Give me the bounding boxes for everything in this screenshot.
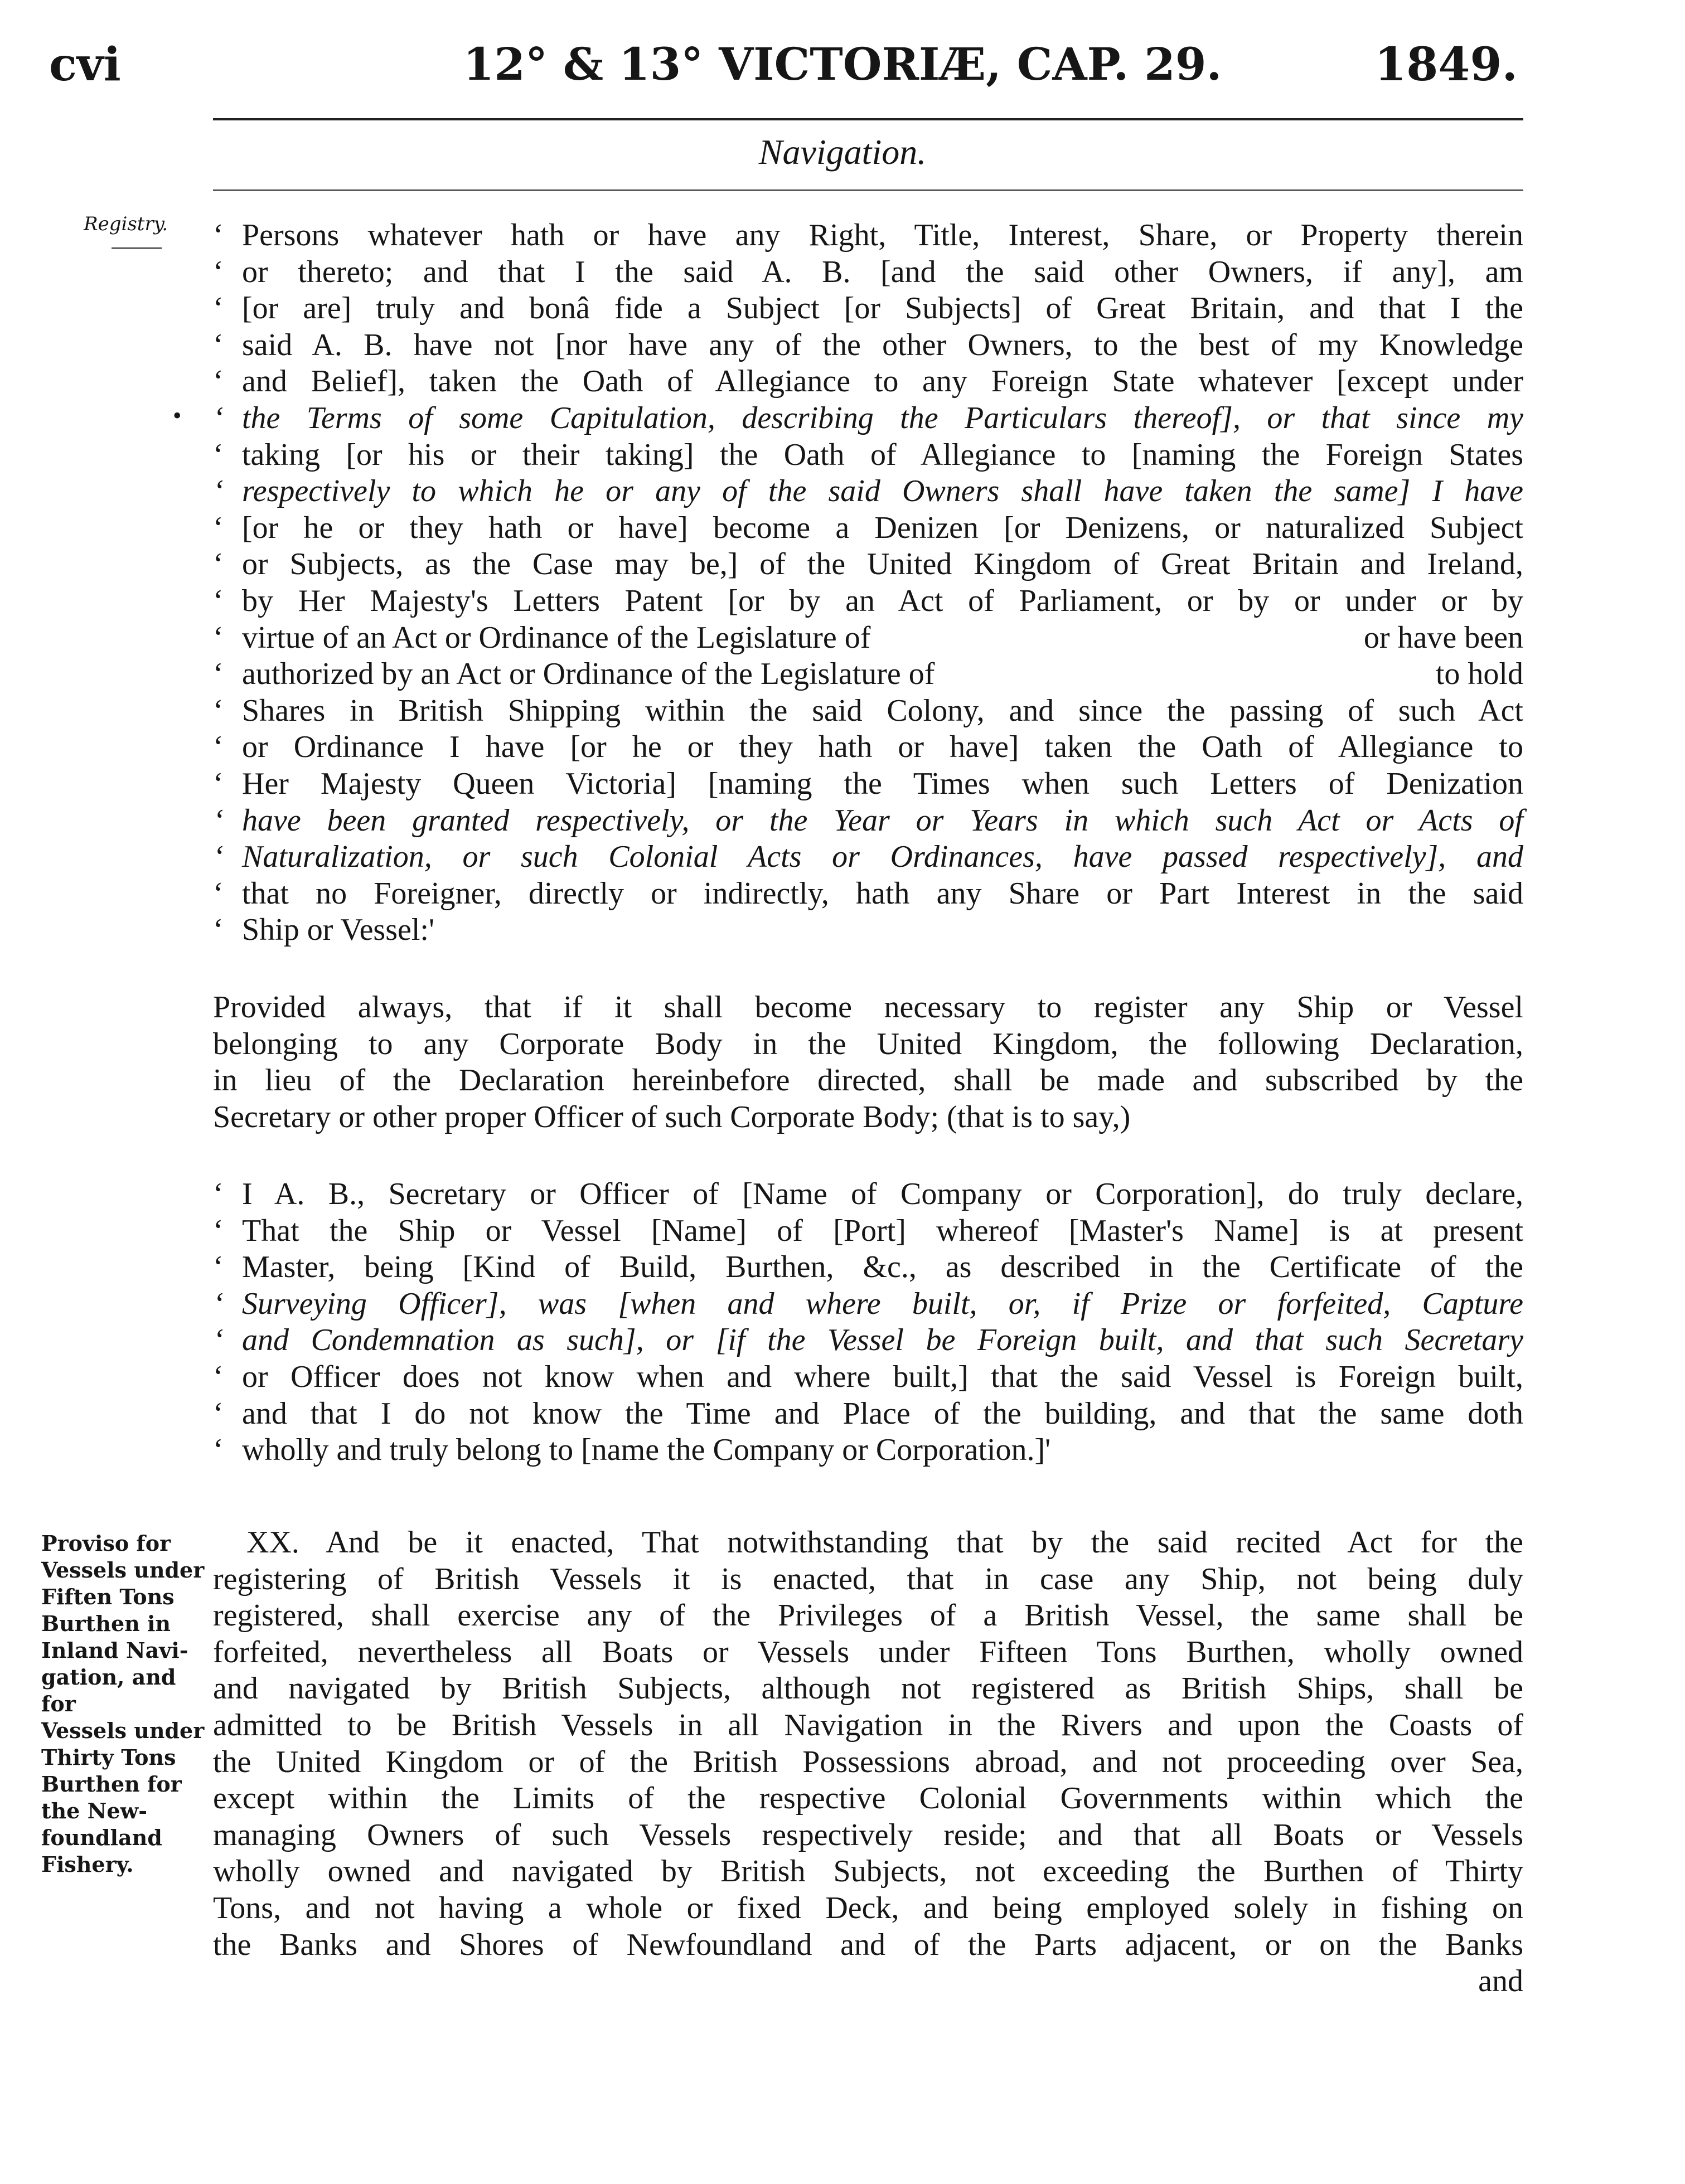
declaration-line: ‘ that no Foreigner, directly or indirectly, hath any Share or Part Interest in the said: [213, 876, 1523, 911]
declaration-line: ‘ Her Majesty Queen Victoria] [naming the Times when such Letters of Denization: [213, 766, 1523, 801]
declaration-line: ‘ That the Ship or Vessel [Name] of [Port] whereof [Master's Name] is at present: [213, 1213, 1523, 1248]
declaration-line: ‘ or Subjects, as the Case may be,] of the United Kingdom of Great Britain and Ireland,: [213, 547, 1523, 582]
declaration-line: ‘ Surveying Officer], was [when and where built, or, if Prize or forfeited, Capture: [213, 1286, 1523, 1321]
declaration-line: ‘ authorized by an Act or Ordinance of the Legislature of to hold: [213, 657, 1523, 692]
margin-note-line: Thirty Tons: [41, 1745, 176, 1770]
declaration-line: ‘ and that I do not know the Time and Place of the building, and that the same doth: [213, 1396, 1523, 1431]
paragraph-line: Provided always, that if it shall become necessary to register any Ship or Vessel: [213, 990, 1523, 1025]
ink-dot: •: [173, 402, 182, 429]
paragraph-line: in lieu of the Declaration hereinbefore directed, shall be made and subscribed by the: [213, 1063, 1523, 1098]
margin-note-line: gation, and for: [41, 1664, 176, 1716]
margin-note-line: Vessels under: [41, 1718, 205, 1743]
paragraph-line: admitted to be British Vessels in all Navigation in the Rivers and upon the Coasts of: [213, 1707, 1523, 1743]
paragraph-line: except within the Limits of the respective Colonial Governments within which the: [213, 1781, 1523, 1816]
declaration-line: ‘ have been granted respectively, or the Year or Years in which such Act or Acts of: [213, 803, 1523, 838]
margin-note-divider: [112, 247, 162, 249]
declaration-line: ‘ Master, being [Kind of Build, Burthen, &c., as described in the Certificate of the: [213, 1250, 1523, 1285]
margin-note-line: the New-: [41, 1798, 147, 1823]
paragraph-line: the Banks and Shores of Newfoundland and of the Parts adjacent, or on the Banks: [213, 1927, 1523, 1962]
declaration-line: ‘ Persons whatever hath or have any Right, Title, Interest, Share, or Property therein: [213, 218, 1523, 253]
margin-note-line: Fiften Tons: [41, 1584, 175, 1609]
margin-note-proviso: [41, 1530, 209, 1878]
declaration-line: ‘ [or are] truly and bonâ fide a Subject [or Subjects] of Great Britain, and that I the: [213, 291, 1523, 326]
declaration-line: ‘ and Condemnation as such], or [if the Vessel be Foreign built, and that such Secretary: [213, 1323, 1523, 1358]
declaration-line: ‘ and Belief], taken the Oath of Allegiance to any Foreign State whatever [except under: [213, 364, 1523, 399]
paragraph-line: belonging to any Corporate Body in the United Kingdom, the following Declaration,: [213, 1026, 1523, 1061]
declaration-line: ‘ I A. B., Secretary or Officer of [Name of Company or Corporation], do truly declare,: [213, 1177, 1523, 1211]
margin-note-registry: Registry.: [84, 213, 168, 235]
declaration-line: ‘ the Terms of some Capitulation, describing the Particulars thereof], or that since my: [213, 400, 1523, 435]
catchword: and: [1478, 1964, 1523, 1999]
margin-note-line: Inland Navi-: [41, 1638, 188, 1663]
declaration-block: [213, 217, 1523, 949]
margin-note-line: Burthen for: [41, 1772, 182, 1797]
page-year: 1849.: [1374, 38, 1518, 91]
declaration-line: ‘ or Ordinance I have [or he or they hath or have] taken the Oath of Allegiance to: [213, 730, 1523, 765]
paragraph-line: registered, shall exercise any of the Privileges of a British Vessel, the same shall be: [213, 1598, 1523, 1633]
declaration-line: ‘ Shares in British Shipping within the said Colony, and since the passing of such Act: [213, 693, 1523, 728]
declaration-line: ‘ taking [or his or their taking] the Oath of Allegiance to [naming the Foreign States: [213, 437, 1523, 472]
header-rule: [213, 118, 1523, 120]
paragraph-line: registering of British Vessels it is enacted, that in case any Ship, not being duly: [213, 1561, 1523, 1596]
paragraph-line: forfeited, nevertheless all Boats or Vessels under Fifteen Tons Burthen, wholly owned: [213, 1634, 1523, 1669]
declaration-line: ‘ [or he or they hath or have] become a Denizen [or Denizens, or naturalized Subject: [213, 510, 1523, 545]
page-folio: cvi: [49, 38, 121, 91]
paragraph-line: Secretary or other proper Officer of such Corporate Body; (that is to say,): [213, 1099, 1131, 1134]
section-title: Navigation.: [758, 132, 927, 172]
margin-note-line: Fishery.: [41, 1852, 134, 1877]
act-title: 12° & 13° VICTORIÆ, CAP. 29.: [463, 38, 1222, 90]
section-rule: [213, 190, 1523, 191]
paragraph-line: and navigated by British Subjects, although not registered as British Ships, shall be: [213, 1671, 1523, 1706]
declaration-line: ‘ said A. B. have not [nor have any of the other Owners, to the best of my Knowledge: [213, 327, 1523, 362]
corporate-declaration: [213, 1176, 1523, 1469]
declaration-line: ‘ or Officer does not know when and where built,] that the said Vessel is Foreign built,: [213, 1359, 1523, 1394]
paragraph-line: XX. And be it enacted, That notwithstanding that by the said recited Act for the: [246, 1525, 1523, 1560]
declaration-line: ‘ respectively to which he or any of the said Owners shall have taken the same] I have: [213, 474, 1523, 509]
declaration-line: ‘ or thereto; and that I the said A. B. [and the said other Owners, if any], am: [213, 254, 1523, 289]
section-xx: [213, 1525, 1523, 2000]
proviso-paragraph: [213, 989, 1523, 1135]
paragraph-line: Tons, and not having a whole or fixed Deck, and being employed solely in fishing on: [213, 1890, 1523, 1925]
declaration-line: ‘ by Her Majesty's Letters Patent [or by an Act of Parliament, or by or under or by: [213, 583, 1523, 618]
paragraph-line: the United Kingdom or of the British Possessions abroad, and not proceeding over Sea,: [213, 1744, 1523, 1779]
paragraph-line: wholly owned and navigated by British Subjects, not exceeding the Burthen of Thirty: [213, 1854, 1523, 1889]
declaration-line: ‘ virtue of an Act or Ordinance of the Legislature of or have been: [213, 620, 1523, 655]
margin-note-line: Burthen in: [41, 1611, 171, 1636]
margin-note-line: Vessels under: [41, 1557, 205, 1583]
declaration-line: ‘ wholly and truly belong to [name the Company or Corporation.]': [213, 1433, 1051, 1468]
paragraph-line: managing Owners of such Vessels respectively reside; and that all Boats or Vessels: [213, 1817, 1523, 1852]
margin-note-line: Proviso for: [41, 1531, 171, 1556]
margin-note-line: foundland: [41, 1825, 162, 1850]
declaration-line: ‘ Ship or Vessel:': [213, 913, 435, 948]
declaration-line: ‘ Naturalization, or such Colonial Acts or Ordinances, have passed respectively], and: [213, 839, 1523, 875]
